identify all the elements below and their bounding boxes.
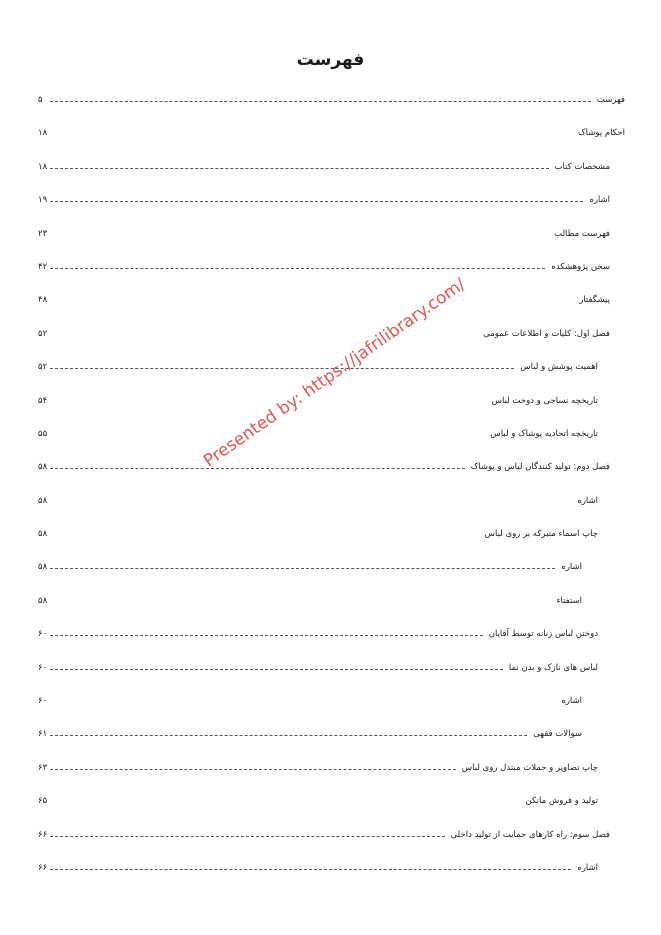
toc-entry-page-number: ۶۰	[38, 696, 48, 707]
toc-entry-label: فصل دوم: تولید کنندگان لباس و پوشاک	[470, 462, 610, 473]
toc-leader-dots	[50, 168, 549, 169]
toc-entry-page-number: ۵۸	[38, 529, 48, 540]
toc-entry[interactable]	[38, 458, 625, 491]
toc-entry-page-number: ۴۸	[38, 295, 48, 306]
toc-entry-label: فهرست	[596, 95, 625, 105]
toc-entry[interactable]	[38, 91, 625, 124]
toc-leader-dots	[50, 869, 571, 870]
toc-entry[interactable]	[38, 325, 625, 358]
toc-entry-label: فهرست مطالب	[554, 228, 610, 239]
toc-entry-page-number: ۶۰	[38, 629, 48, 640]
toc-leader-dots	[50, 468, 465, 469]
toc-entry[interactable]	[38, 692, 625, 725]
toc-entry-label: اشاره	[577, 862, 598, 873]
toc-entry-page-number: ۱۸	[38, 128, 48, 139]
toc-entry-label: تاریخچه اتحادیه پوشاک و لباس	[490, 428, 598, 439]
toc-entry-label: سخن پژوهشکده	[551, 261, 610, 272]
toc-leader-dots	[50, 368, 514, 369]
toc-entry-page-number: ۱۹	[38, 195, 48, 206]
toc-entry[interactable]	[38, 792, 625, 825]
table-of-contents	[38, 91, 625, 892]
toc-entry[interactable]	[38, 725, 625, 758]
page-title: فهرست	[296, 50, 365, 70]
toc-entry-label: پیشگفتار	[579, 295, 610, 306]
toc-entry-page-number: ۶۳	[38, 762, 48, 773]
toc-entry-label: مشخصات کتاب	[554, 161, 610, 172]
toc-leader-dots	[50, 568, 555, 569]
toc-entry[interactable]	[38, 124, 625, 157]
toc-entry[interactable]	[38, 826, 625, 859]
toc-leader-dots	[50, 101, 591, 102]
toc-entry-page-number: ۲۳	[38, 228, 48, 239]
toc-entry-page-number: ۵۸	[38, 462, 48, 473]
toc-entry-page-number: ۶۰	[38, 662, 48, 673]
toc-entry-label: لباس های نازک و بدن نما	[508, 662, 598, 673]
toc-entry-label: احکام پوشاک	[578, 128, 625, 139]
toc-entry[interactable]	[38, 158, 625, 191]
toc-entry-label: فصل سوم: راه کارهای حمایت از تولید داخلی	[450, 829, 610, 840]
toc-entry-label: اشاره	[589, 195, 610, 206]
toc-leader-dots	[50, 635, 483, 636]
toc-entry[interactable]	[38, 258, 625, 291]
toc-entry-page-number: ۵۲	[38, 328, 48, 339]
toc-entry-label: اهمیت پوشش و لباس	[520, 362, 598, 373]
toc-entry-label: اشاره	[561, 696, 582, 707]
toc-entry-page-number: ۶۶	[38, 862, 48, 873]
toc-entry-page-number: ۱۸	[38, 161, 48, 172]
toc-entry-page-number: ۶۱	[38, 729, 48, 740]
watermark: Presented by: https://jafrilibrary.com/	[200, 274, 470, 472]
toc-leader-dots	[50, 201, 583, 202]
toc-entry-label: دوختن لباس زنانه توسط آقایان	[488, 629, 598, 640]
toc-entry[interactable]	[38, 425, 625, 458]
toc-entry[interactable]	[38, 558, 625, 591]
toc-leader-dots	[50, 268, 545, 269]
toc-entry-label: استفتاء	[556, 595, 582, 606]
toc-entry-label: سوالات فقهی	[533, 729, 582, 740]
toc-entry-page-number: ۵۴	[38, 395, 48, 406]
toc-entry[interactable]	[38, 759, 625, 792]
toc-entry[interactable]	[38, 659, 625, 692]
toc-leader-dots	[50, 669, 503, 670]
toc-entry-label: اشاره	[561, 562, 582, 573]
toc-entry-label: چاپ اسماء متبرکه بر روی لباس	[484, 529, 598, 540]
toc-entry-page-number: ۶۶	[38, 829, 48, 840]
toc-entry[interactable]	[38, 625, 625, 658]
toc-entry-label: اشاره	[577, 495, 598, 506]
toc-entry[interactable]	[38, 859, 625, 892]
toc-entry-page-number: ۵	[38, 95, 43, 105]
toc-leader-dots	[50, 735, 527, 736]
toc-entry[interactable]	[38, 592, 625, 625]
toc-entry-page-number: ۶۵	[38, 796, 48, 807]
toc-entry[interactable]	[38, 225, 625, 258]
toc-entry-label: فصل اول: کلیات و اطلاعات عمومی	[483, 328, 610, 339]
toc-entry-page-number: ۵۸	[38, 595, 48, 606]
toc-leader-dots	[50, 769, 456, 770]
toc-leader-dots	[50, 836, 445, 837]
toc-entry-page-number: ۵۸	[38, 562, 48, 573]
toc-entry-page-number: ۵۲	[38, 362, 48, 373]
toc-entry-label: چاپ تصاویر و جملات مبتذل روی لباس	[461, 762, 598, 773]
toc-entry-page-number: ۵۵	[38, 428, 48, 439]
toc-entry[interactable]	[38, 392, 625, 425]
toc-entry-label: تاریخچه نساجی و دوخت لباس	[491, 395, 598, 406]
toc-entry-label: تولید و فروش مانکن	[525, 796, 598, 807]
toc-entry[interactable]	[38, 191, 625, 224]
toc-entry[interactable]	[38, 291, 625, 324]
toc-entry-page-number: ۴۲	[38, 261, 48, 272]
toc-entry-page-number: ۵۸	[38, 495, 48, 506]
toc-entry[interactable]	[38, 525, 625, 558]
toc-entry[interactable]	[38, 492, 625, 525]
